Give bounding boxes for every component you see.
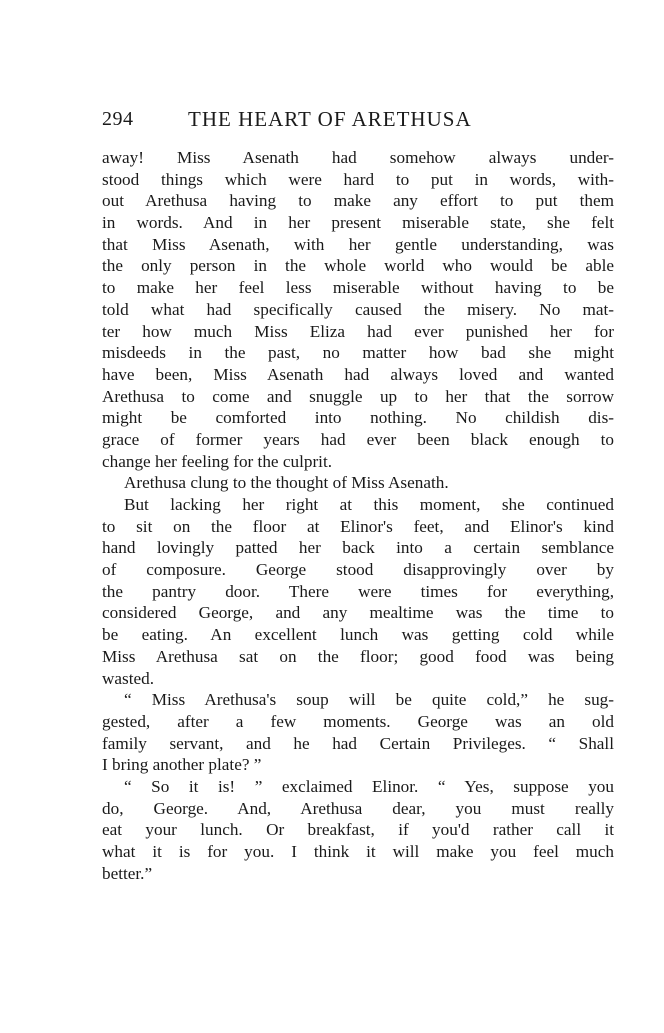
- running-title: THE HEART OF ARETHUSA: [188, 107, 472, 131]
- text-line: in words. And in her present miserable state, she felt: [102, 213, 614, 233]
- text-line: away! Miss Asenath had somehow always under-: [102, 148, 614, 167]
- text-line: misdeeds in the past, no matter how bad she might: [102, 343, 614, 363]
- text-line: the pantry door. There were times for everything,: [102, 581, 614, 601]
- text-line: out Arethusa having to make any effort to put them: [102, 191, 614, 211]
- text-line: Miss Arethusa sat on the floor; good food was being: [102, 646, 614, 666]
- text-line: hand lovingly patted her back into a certain semblance: [102, 538, 614, 558]
- text-line: I bring another plate? ”: [102, 755, 262, 775]
- text-line: to make her feel less miserable without having to be: [102, 278, 614, 298]
- text-line: told what had specifically caused the misery. No mat-: [102, 299, 614, 319]
- text-line: to sit on the floor at Elinor's feet, and Elinor's kind: [102, 516, 614, 536]
- text-line: ter how much Miss Eliza had ever punished her for: [102, 321, 614, 341]
- text-line: the only person in the whole world who would be able: [102, 256, 614, 276]
- body-text: [102, 147, 614, 884]
- text-line: that Miss Asenath, with her gentle understanding, was: [102, 234, 614, 254]
- text-line: considered George, and any mealtime was the time to: [102, 603, 614, 623]
- text-line: what it is for you. I think it will make you feel much: [102, 842, 614, 861]
- text-line: be eating. An excellent lunch was getting cold while: [102, 625, 614, 645]
- text-line: Arethusa clung to the thought of Miss Asenath.: [124, 473, 449, 493]
- text-line: better.”: [102, 863, 153, 883]
- text-line: of composure. George stood disapprovingly over by: [102, 560, 614, 580]
- text-line: “ So it is! ” exclaimed Elinor. “ Yes, suppose you: [124, 776, 614, 796]
- text-line: might be comforted into nothing. No childish dis-: [102, 408, 614, 428]
- text-line: wasted.: [102, 668, 155, 688]
- text-line: Arethusa to come and snuggle up to her that the sorrow: [102, 386, 614, 406]
- page-number: 294: [102, 108, 134, 130]
- text-line: gested, after a few moments. George was an old: [102, 711, 614, 731]
- text-line: do, George. And, Arethusa dear, you must really: [102, 798, 614, 818]
- text-line: But lacking her right at this moment, she continued: [124, 495, 614, 514]
- text-line: change her feeling for the culprit.: [102, 451, 333, 471]
- text-line: stood things which were hard to put in words, with-: [102, 169, 614, 189]
- text-line: eat your lunch. Or breakfast, if you'd rather call it: [102, 820, 614, 840]
- text-line: grace of former years had ever been black enough to: [102, 429, 614, 449]
- text-line: “ Miss Arethusa's soup will be quite cold,” he sug-: [124, 690, 614, 710]
- text-line: family servant, and he had Certain Privileges. “ Shall: [102, 733, 614, 753]
- page-header: [102, 104, 614, 134]
- text-line: have been, Miss Asenath had always loved and wanted: [102, 364, 614, 384]
